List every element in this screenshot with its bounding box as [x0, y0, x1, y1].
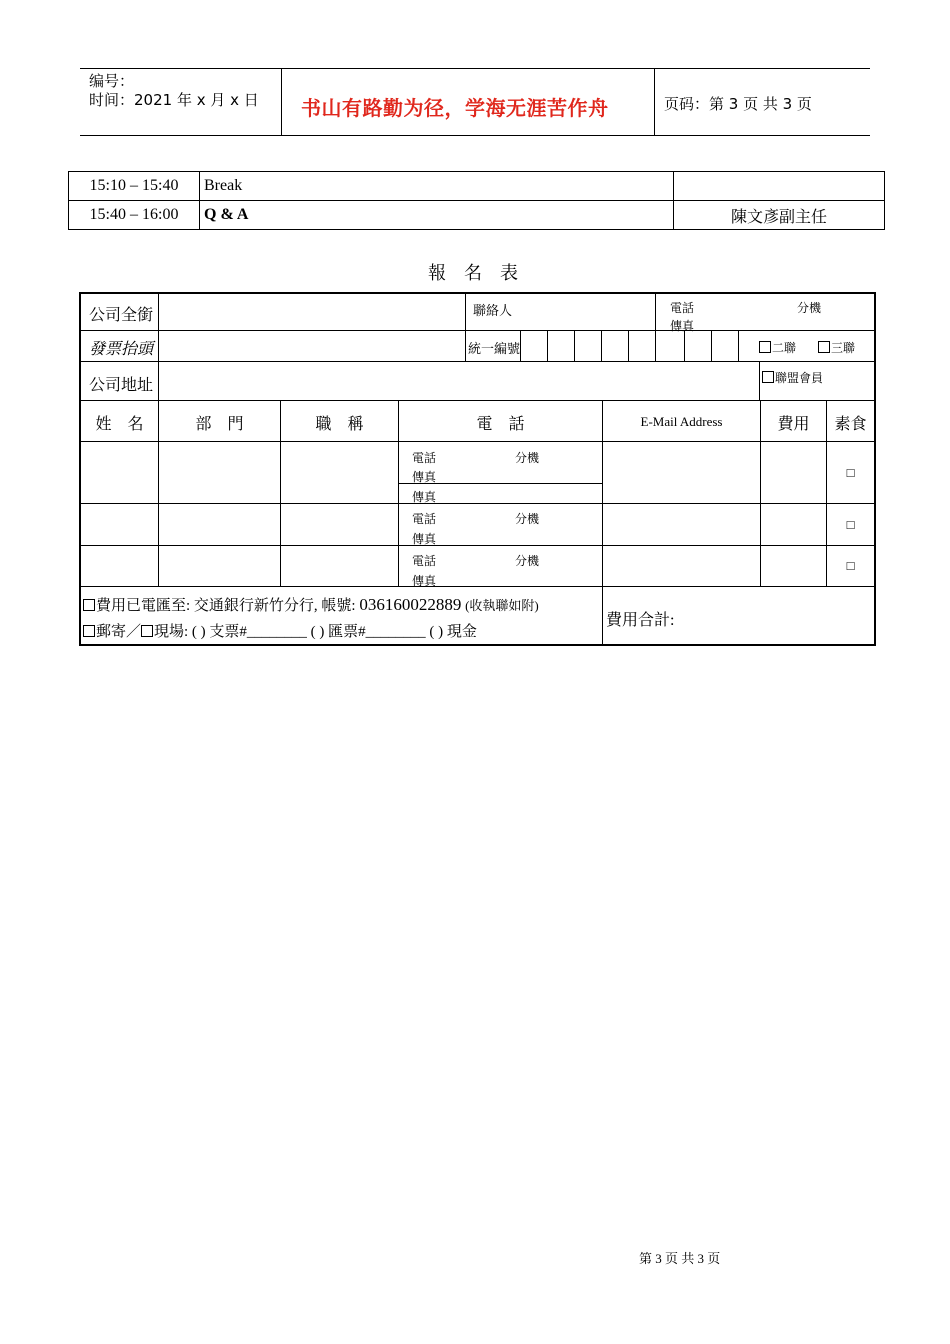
payment-mail-text: 郵寄／	[96, 624, 142, 640]
form-rule	[465, 294, 466, 361]
form-rule	[81, 503, 874, 504]
payment-method-line	[83, 620, 477, 641]
company-address-label: 公司地址	[89, 377, 154, 394]
header-divider-1	[281, 69, 282, 136]
column-name-header: 姓 名	[95, 416, 144, 433]
form-rule	[81, 361, 874, 362]
invoice-three-copy-label: 三聯	[831, 341, 856, 355]
schedule-speaker: 陳文彥副主任	[674, 201, 885, 230]
table-row	[69, 201, 885, 230]
account-number: 036160022889	[359, 595, 462, 614]
registration-form	[79, 292, 876, 646]
document-date-label: 时间：2021 年 x 月 x 日	[89, 91, 259, 109]
row-phone-label: 電話	[412, 451, 437, 465]
row-phone-label: 電話	[412, 512, 437, 526]
schedule-time: 15:40 – 16:00	[69, 201, 200, 230]
row-phone-label: 電話	[412, 554, 437, 568]
column-fee-header: 費用	[777, 416, 810, 433]
form-title: 報 名 表	[428, 263, 518, 284]
checkbox-icon[interactable]	[83, 625, 95, 637]
fee-total-label: 費用合計:	[606, 612, 675, 629]
form-rule	[601, 330, 602, 361]
invoice-title-label: 發票抬頭	[89, 341, 154, 358]
receipt-note: (收執聯如附)	[465, 598, 539, 613]
form-rule	[711, 330, 712, 361]
row-fax-label: 傳真	[412, 532, 437, 546]
form-rule	[738, 330, 739, 361]
form-rule	[684, 330, 685, 361]
company-ext-label: 分機	[797, 301, 822, 315]
form-rule	[547, 330, 548, 361]
footer-page-number: 第 3 页 共 3 页	[639, 1251, 721, 1266]
row-fax-label: 傳真	[412, 490, 437, 504]
form-rule	[759, 361, 760, 400]
form-rule	[520, 330, 521, 361]
row-ext-label: 分機	[515, 554, 540, 568]
tax-id-label: 統一編號	[468, 341, 521, 356]
payment-onsite-text: 現場: ( ) 支票#________ ( ) 匯票#________ ( ) 現金	[154, 624, 477, 640]
row-fax-label: 傳真	[412, 574, 437, 588]
alliance-member-label: 聯盟會員	[775, 371, 824, 385]
company-phone-label: 電話	[670, 301, 695, 315]
schedule-speaker	[674, 172, 885, 201]
column-phone-header: 電 話	[476, 416, 525, 433]
schedule-topic: Break	[200, 172, 674, 201]
header-top-rule	[80, 68, 870, 69]
company-name-label: 公司全銜	[89, 307, 154, 324]
form-rule	[81, 586, 874, 587]
schedule-table	[68, 171, 885, 230]
header-divider-2	[654, 69, 655, 136]
form-rule	[602, 400, 603, 646]
invoice-two-copy-option[interactable]	[759, 339, 796, 356]
form-rule	[655, 294, 656, 330]
document-number-label: 编号：	[89, 72, 135, 90]
header-bottom-rule	[80, 135, 870, 136]
checkbox-icon	[762, 371, 774, 383]
form-rule	[81, 441, 874, 442]
company-fax-label: 傳真	[670, 319, 695, 333]
form-rule	[81, 545, 874, 546]
row-ext-label: 分機	[515, 451, 540, 465]
checkbox-icon	[759, 341, 771, 353]
page-number-label: 页码：第 3 页 共 3 页	[664, 95, 812, 113]
form-rule	[574, 330, 575, 361]
column-department-header: 部 門	[195, 416, 244, 433]
payment-wire-text: 費用已電匯至: 交通銀行新竹分行, 帳號:	[96, 598, 356, 614]
contact-person-label: 聯絡人	[473, 303, 513, 318]
invoice-two-copy-label: 二聯	[772, 341, 797, 355]
form-rule	[628, 330, 629, 361]
vegetarian-checkbox[interactable]: □	[846, 465, 855, 480]
column-email-header: E-Mail Address	[640, 414, 723, 429]
invoice-three-copy-option[interactable]	[818, 339, 855, 356]
payment-wire-transfer-line	[83, 594, 539, 615]
row-ext-label: 分機	[515, 512, 540, 526]
form-rule	[81, 400, 874, 401]
checkbox-icon	[818, 341, 830, 353]
vegetarian-checkbox[interactable]: □	[846, 558, 855, 573]
checkbox-icon[interactable]	[141, 625, 153, 637]
column-vegetarian-header: 素食	[834, 416, 867, 433]
schedule-time: 15:10 – 15:40	[69, 172, 200, 201]
checkbox-icon[interactable]	[83, 599, 95, 611]
alliance-member-option[interactable]	[762, 369, 823, 386]
form-rule	[81, 330, 874, 331]
column-title-header: 職 稱	[315, 416, 364, 433]
form-rule	[158, 294, 159, 400]
form-rule	[655, 330, 656, 361]
vegetarian-checkbox[interactable]: □	[846, 517, 855, 532]
table-row	[69, 172, 885, 201]
schedule-topic: Q & A	[200, 201, 674, 230]
row-fax-label: 傳真	[412, 470, 437, 484]
header-motto: 书山有路勤为径，学海无涯苦作舟	[301, 96, 609, 120]
